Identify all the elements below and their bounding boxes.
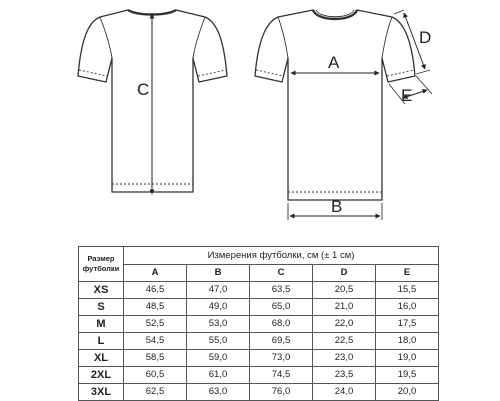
- size-cell: 2XL: [79, 367, 124, 384]
- label-a: A: [328, 53, 340, 72]
- size-cell: S: [79, 299, 124, 316]
- table-row: [79, 367, 439, 384]
- size-cell: M: [79, 316, 124, 333]
- measurement-cell: 69,5: [250, 333, 313, 350]
- measurement-cell: 46,5: [124, 282, 187, 299]
- label-b: B: [331, 197, 343, 216]
- measurement-cell: 74,5: [250, 367, 313, 384]
- measurement-cell: 73,0: [250, 350, 313, 367]
- corner-cell: [79, 247, 124, 282]
- measurement-cell: 24,0: [313, 384, 376, 401]
- measurement-cell: 22,0: [313, 316, 376, 333]
- corner-label-line1: Размер: [87, 254, 115, 263]
- table-row: [79, 384, 439, 401]
- measurement-cell: 65,0: [250, 299, 313, 316]
- measurement-cell: 49,0: [187, 299, 250, 316]
- measurement-cell: 59,0: [187, 350, 250, 367]
- measurement-cell: 19,5: [376, 367, 439, 384]
- measurement-cell: 22,5: [313, 333, 376, 350]
- table-caption-row: [79, 247, 439, 265]
- measurement-cell: 47,0: [187, 282, 250, 299]
- measurement-cell: 15,5: [376, 282, 439, 299]
- tshirt-front: [255, 10, 415, 200]
- measurement-cell: 23,5: [313, 367, 376, 384]
- measurement-cell: 18,0: [376, 333, 439, 350]
- measurement-cell: 60,5: [124, 367, 187, 384]
- table-row: [79, 299, 439, 316]
- table-row: [79, 350, 439, 367]
- label-e: E: [401, 86, 413, 105]
- table-row: [79, 333, 439, 350]
- measurement-cell: 23,0: [313, 350, 376, 367]
- measurement-cell: 63,0: [187, 384, 250, 401]
- measurement-cell: 63,5: [250, 282, 313, 299]
- size-table: [78, 246, 439, 401]
- size-cell: 3XL: [79, 384, 124, 401]
- measurement-cell: 17,5: [376, 316, 439, 333]
- table-row: [79, 316, 439, 333]
- measurement-cell: 61,0: [187, 367, 250, 384]
- measurement-cell: 52,5: [124, 316, 187, 333]
- column-header: B: [187, 265, 250, 282]
- measurement-cell: 53,0: [187, 316, 250, 333]
- measurement-cell: 68,0: [250, 316, 313, 333]
- table-row: [79, 282, 439, 299]
- measurement-cell: 16,0: [376, 299, 439, 316]
- column-header: E: [376, 265, 439, 282]
- measurement-cell: 76,0: [250, 384, 313, 401]
- size-cell: L: [79, 333, 124, 350]
- size-cell: XS: [79, 282, 124, 299]
- measurement-cell: 58,5: [124, 350, 187, 367]
- label-c: C: [137, 80, 150, 99]
- label-d: D: [419, 28, 432, 47]
- column-header: C: [250, 265, 313, 282]
- column-header: D: [313, 265, 376, 282]
- measurement-cell: 54,5: [124, 333, 187, 350]
- measurement-cell: 20,0: [376, 384, 439, 401]
- measurement-cell: 19,0: [376, 350, 439, 367]
- corner-label-line2: футболки: [82, 264, 120, 273]
- table-caption: Измерения футболки, см (± 1 см): [124, 247, 439, 265]
- size-cell: XL: [79, 350, 124, 367]
- column-header: A: [124, 265, 187, 282]
- measurement-cell: 21,0: [313, 299, 376, 316]
- measurement-cell: 48,5: [124, 299, 187, 316]
- measurement-cell: 20,5: [313, 282, 376, 299]
- measurement-cell: 55,0: [187, 333, 250, 350]
- table-header-row: [79, 265, 439, 282]
- measurement-cell: 62,5: [124, 384, 187, 401]
